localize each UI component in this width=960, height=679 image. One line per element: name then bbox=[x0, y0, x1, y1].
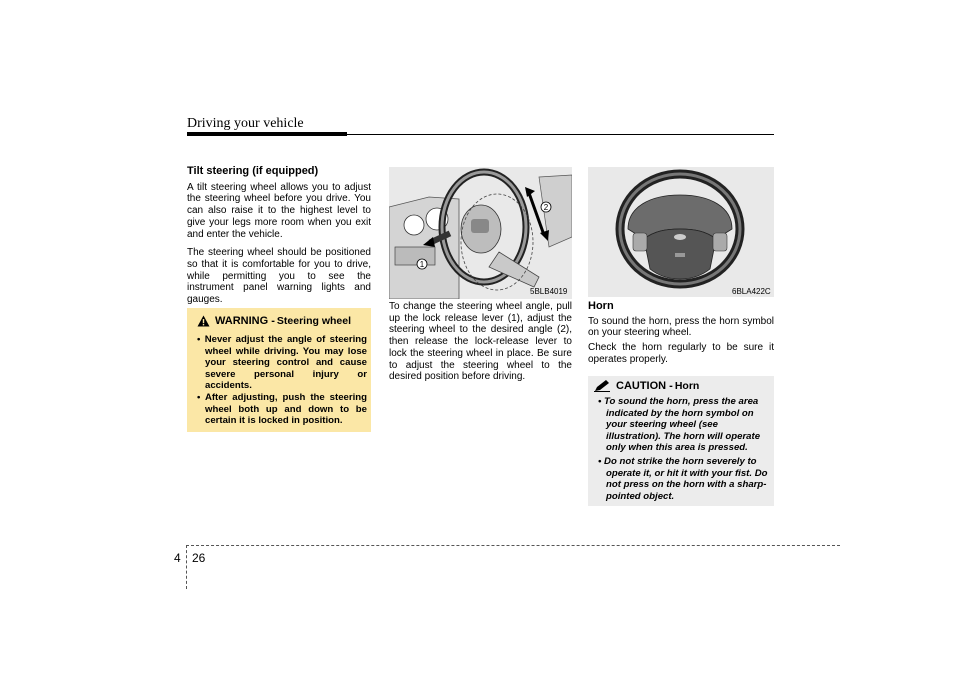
list-item: • To sound the horn, press the area indicated by the horn symbol on your steering wheel (see illustration). The horn will operate only when this area is pressed. bbox=[598, 396, 761, 454]
tilt-section bbox=[187, 166, 371, 313]
horn-paragraph-1: To sound the horn, press the horn symbol on your steering wheel. bbox=[588, 315, 774, 339]
callout-1: 1 bbox=[419, 260, 425, 269]
caution-item-text: To sound the horn, press the area indicated by the horn symbol on your steering wheel (see illustration). The horn will operate only when this area is pressed. bbox=[604, 396, 761, 454]
section-number: 4 bbox=[174, 551, 181, 565]
steering-tilt-figure bbox=[389, 167, 572, 299]
warning-item-text: After adjusting, push the steering wheel both up and down to be certain it is locked in position. bbox=[204, 391, 367, 427]
figure-code: 6BLA422C bbox=[732, 287, 771, 296]
warning-label: WARNING - bbox=[215, 315, 275, 327]
steering-wheel-illustration bbox=[588, 167, 774, 297]
tilt-paragraph-1: A tilt steering wheel allows you to adjust the steering wheel before you drive. You can also raise it to the highest level to give your legs more room when you exit and enter the vehicle. bbox=[187, 181, 371, 240]
caution-box bbox=[588, 376, 774, 506]
list-item: • After adjusting, push the steering wheel both up and down to be certain it is locked in position. bbox=[197, 391, 367, 427]
warning-heading bbox=[197, 315, 351, 327]
caution-subject: Horn bbox=[674, 380, 700, 392]
steering-tilt-illustration bbox=[389, 167, 572, 299]
header-rule bbox=[187, 134, 774, 135]
caution-label: CAUTION - bbox=[616, 380, 673, 392]
warning-subject: Steering wheel bbox=[276, 315, 351, 327]
horn-paragraph-2: Check the horn regularly to be sure it operates properly. bbox=[588, 342, 774, 365]
tilt-heading: Tilt steering (if equipped) bbox=[187, 165, 319, 177]
caution-item-text: Do not strike the horn severely to operate it, or hit it with your fist. Do not press on the horn with a sharp-pointed object. bbox=[604, 455, 768, 502]
tilt-paragraph-2: The steering wheel should be positioned so that it is comfortable for you to drive, while permitting you to see the instrument panel warning lights and gauges. bbox=[187, 247, 371, 306]
caution-list bbox=[592, 396, 770, 504]
warning-box bbox=[187, 308, 371, 432]
horn-section bbox=[588, 301, 774, 373]
page-number: 26 bbox=[192, 551, 206, 565]
figure-code: 5BLB4019 bbox=[530, 287, 568, 296]
horn-figure bbox=[588, 167, 774, 297]
warning-triangle-icon bbox=[197, 315, 210, 327]
horn-heading: Horn bbox=[588, 300, 614, 312]
list-item: • Do not strike the horn severely to operate it, or hit it with your fist. Do not press on the horn with a sharp-pointed object. bbox=[598, 455, 768, 502]
caution-pencil-icon bbox=[594, 380, 610, 392]
adjust-section bbox=[389, 301, 572, 390]
warning-list bbox=[191, 334, 367, 427]
list-item: • Never adjust the angle of steering wheel while driving. You may lose your steering control and cause severe personal injury or accidents. bbox=[197, 334, 368, 392]
footer-divider bbox=[186, 545, 187, 589]
adjust-paragraph: To change the steering wheel angle, pull up the lock release lever (1), adjust the steering wheel to the desired angle (2), then release the lock-release lever to lock the steering wheel in place. Be sure to adjust the steering wheel to the desired position before driving. bbox=[389, 301, 572, 383]
callout-2: 2 bbox=[543, 203, 549, 212]
page-header-title: Driving your vehicle bbox=[187, 116, 304, 131]
footer-rule bbox=[186, 545, 840, 546]
caution-heading bbox=[594, 380, 699, 392]
warning-item-text: Never adjust the angle of steering wheel while driving. You may lose your steering control and cause severe personal injury or accidents. bbox=[204, 334, 368, 392]
